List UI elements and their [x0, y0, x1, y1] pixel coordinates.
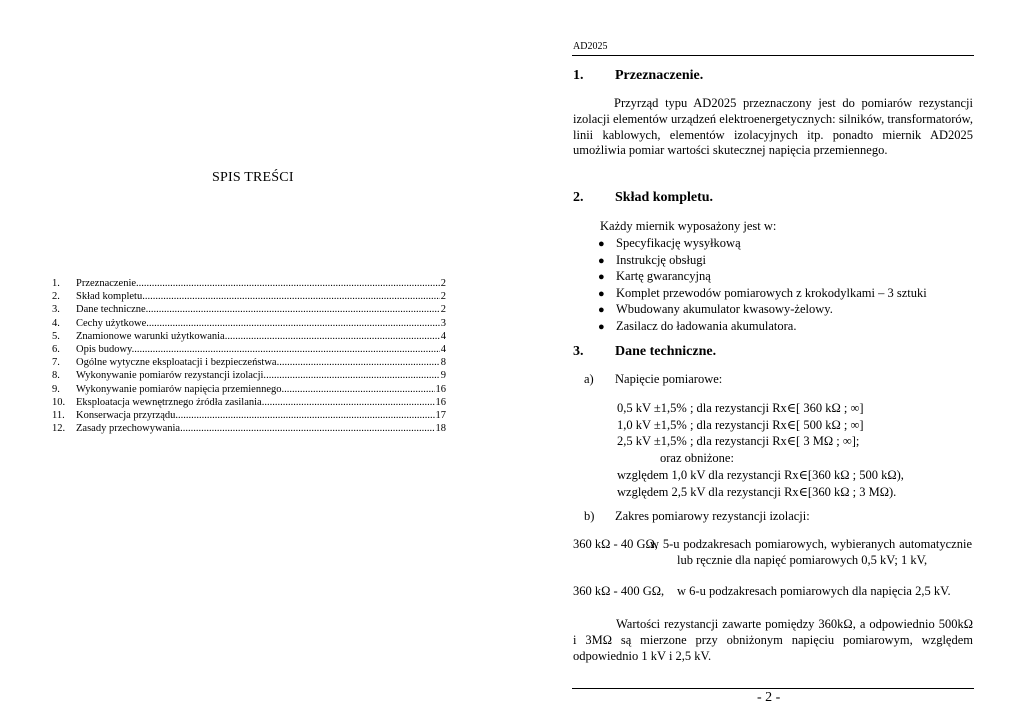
- toc-entry-page: 4: [440, 330, 446, 342]
- spec-line: względem 1,0 kV dla rezystancji Rx∈[360 kΩ ; 500 kΩ),: [617, 467, 904, 482]
- toc-entry-title: Wykonywanie pomiarów rezystancji izolacji.: [76, 370, 267, 382]
- page-number: - 2 -: [757, 690, 781, 705]
- toc-leader-dots: [148, 304, 439, 315]
- toc-entry-page: 16: [435, 383, 446, 395]
- toc-entry-number: 7.: [52, 357, 60, 369]
- toc-entry: [52, 291, 446, 304]
- section-2-heading: [573, 190, 713, 206]
- list-item: [598, 286, 927, 303]
- range-2-description: w 6-u podzakresach pomiarowych dla napięcia 2,5 kV.: [677, 584, 951, 598]
- bullet-icon: ●: [598, 238, 605, 250]
- toc-entry: [52, 357, 446, 370]
- toc-entry-title: Cechy użytkowe.: [76, 317, 149, 329]
- toc-entry-page: 4: [440, 343, 446, 355]
- list-item: [598, 236, 927, 253]
- toc-entry-page: 17: [435, 409, 446, 421]
- toc-entry-title: Przeznaczenie.: [76, 278, 139, 289]
- section-3-number: 3.: [573, 344, 584, 359]
- toc-entry-number: 12.: [52, 423, 66, 435]
- spec-or: oraz obniżone:: [660, 451, 734, 466]
- toc-entry-title: Ogólne wytyczne eksploatacji i bezpieczeństwa.: [76, 357, 280, 369]
- toc-entry-number: 6.: [52, 343, 60, 355]
- toc-leader-dots: [145, 291, 440, 302]
- toc-leader-dots: [134, 344, 440, 355]
- bullet-icon: ●: [598, 304, 605, 317]
- toc-entry-title: Zasady przechowywania.: [76, 423, 183, 435]
- toc-entry-number: 5.: [52, 330, 60, 342]
- section-2-title: Skład kompletu.: [615, 190, 714, 205]
- toc-entry-title: Znamionowe warunki użytkowania.: [76, 330, 228, 342]
- list-item-text: Kartę gwarancyjną: [616, 269, 711, 284]
- list-item: [598, 302, 927, 319]
- page-header: AD2025: [573, 41, 608, 52]
- bullet-icon: ●: [598, 287, 605, 300]
- range-1-value: 360 kΩ - 40 GΩ,: [573, 537, 658, 551]
- toc-entry-title: Konserwacja przyrządu.: [76, 409, 179, 421]
- toc-entry: [52, 384, 446, 397]
- toc-entry-number: 3.: [52, 304, 60, 316]
- subsection-a-text: Napięcie pomiarowe:: [615, 372, 723, 386]
- toc-entry: [52, 370, 446, 383]
- subsection-b-text: Zakres pomiarowy rezystancji izolacji:: [615, 509, 810, 523]
- toc-entry-number: 2.: [52, 291, 60, 303]
- spec-line: względem 2,5 kV dla rezystancji Rx∈[360 kΩ ; 3 MΩ).: [617, 484, 897, 499]
- bullet-icon: ●: [598, 320, 605, 333]
- kit-list: [598, 236, 927, 336]
- spec-line: 1,0 kV ±1,5% ; dla rezystancji Rx∈[ 500 kΩ ; ∞]: [617, 417, 864, 432]
- list-item-text: Zasilacz do ładowania akumulatora.: [616, 318, 797, 333]
- toc-leader-dots: [279, 357, 440, 368]
- toc-entry: [52, 304, 446, 317]
- toc-entry: [52, 410, 446, 423]
- toc-entry-number: 10.: [52, 396, 66, 408]
- toc-entry-number: 8.: [52, 370, 60, 382]
- list-item: [598, 319, 927, 336]
- section-1-number: 1.: [573, 68, 584, 83]
- list-item: [598, 253, 927, 270]
- toc-entry: [52, 397, 446, 410]
- subsection-b-label: b): [584, 509, 595, 523]
- toc-entry: [52, 318, 446, 331]
- section-3-final-text: Wartości rezystancji zawarte pomiędzy 360kΩ, a odpowiednio 500kΩ i 3MΩ są mierzone przy obniżonym napięciu pomiarowym, względem odpowiednio 1 kV i 2,5 kV.: [573, 617, 973, 664]
- toc-entry-number: 1.: [52, 278, 60, 289]
- list-item-text: Komplet przewodów pomiarowych z krokodylkami – 3 sztuki: [616, 285, 927, 300]
- section-2-number: 2.: [573, 190, 584, 205]
- table-of-contents: [52, 278, 446, 436]
- range-2-value: 360 kΩ - 400 GΩ,: [573, 584, 665, 598]
- toc-entry-page: 18: [435, 423, 446, 435]
- voltage-spec: [617, 400, 904, 500]
- toc-entry-number: 9.: [52, 383, 60, 395]
- toc-entry-number: 4.: [52, 317, 60, 329]
- toc-leader-dots: [139, 278, 440, 289]
- toc-entry-page: 9: [440, 370, 446, 382]
- toc-entry-page: 8: [440, 357, 446, 369]
- toc-entry-title: Eksploatacja wewnętrznego źródła zasilania.: [76, 396, 265, 408]
- section-3-heading: [573, 344, 716, 360]
- toc-entry: [52, 331, 446, 344]
- toc-title: SPIS TREŚCI: [212, 170, 294, 185]
- toc-leader-dots: [178, 410, 434, 421]
- list-item: [598, 269, 927, 286]
- bullet-icon: ●: [598, 254, 605, 267]
- toc-entry-page: 3: [440, 317, 446, 329]
- spec-line: 2,5 kV ±1,5% ; dla rezystancji Rx∈[ 3 MΩ ; ∞];: [617, 434, 860, 449]
- toc-leader-dots: [227, 331, 439, 342]
- subsection-a-label: a): [584, 372, 594, 386]
- toc-entry: [52, 344, 446, 357]
- toc-entry: [52, 423, 446, 436]
- list-item-text: Wbudowany akumulator kwasowy-żelowy.: [616, 302, 833, 317]
- toc-leader-dots: [183, 423, 435, 434]
- toc-entry-title: Wykonywanie pomiarów napięcia przemiennego.: [76, 383, 285, 395]
- toc-leader-dots: [284, 384, 434, 395]
- spec-line: 0,5 kV ±1,5% ; dla rezystancji Rx∈[ 360 kΩ ; ∞]: [617, 401, 864, 415]
- toc-leader-dots: [264, 397, 434, 408]
- kit-intro: Każdy miernik wyposażony jest w:: [600, 219, 777, 233]
- toc-leader-dots: [149, 318, 440, 329]
- toc-entry-page: 16: [435, 396, 446, 408]
- toc-entry-page: 2: [440, 278, 446, 289]
- toc-entry-title: Dane techniczne.: [76, 304, 149, 316]
- toc-entry-page: 2: [440, 291, 446, 303]
- section-3-title: Dane techniczne.: [615, 344, 717, 359]
- section-1-heading: [573, 68, 703, 84]
- toc-entry: [52, 278, 446, 291]
- toc-entry-number: 11.: [52, 409, 65, 421]
- list-item-text: Instrukcję obsługi: [616, 252, 706, 267]
- bullet-icon: ●: [598, 271, 605, 284]
- toc-leader-dots: [266, 370, 440, 381]
- header-rule: [572, 55, 974, 56]
- toc-entry-page: 2: [440, 304, 446, 316]
- toc-entry-title: Opis budowy.: [76, 343, 135, 355]
- section-1-title: Przeznaczenie.: [615, 68, 704, 83]
- list-item-text: Specyfikację wysyłkową: [616, 236, 741, 250]
- footer-rule: [572, 688, 974, 689]
- range-1-description: w 5-u podzakresach pomiarowych, wybieranych automatycznie lub ręcznie dla napięć pomiarowych 0,5 kV; 1 kV,: [650, 537, 972, 567]
- toc-entry-title: Skład kompletu.: [76, 291, 145, 303]
- section-1-text: Przyrząd typu AD2025 przeznaczony jest do pomiarów rezystancji izolacji elementów urządzeń elektroenergetycznych: silników, transformatorów, linii kablowych, elementów izolacyjnych itp. ponadto miernik AD2025 umożliwia pomiar wartości skutecznej napięcia przemiennego.: [573, 96, 973, 158]
